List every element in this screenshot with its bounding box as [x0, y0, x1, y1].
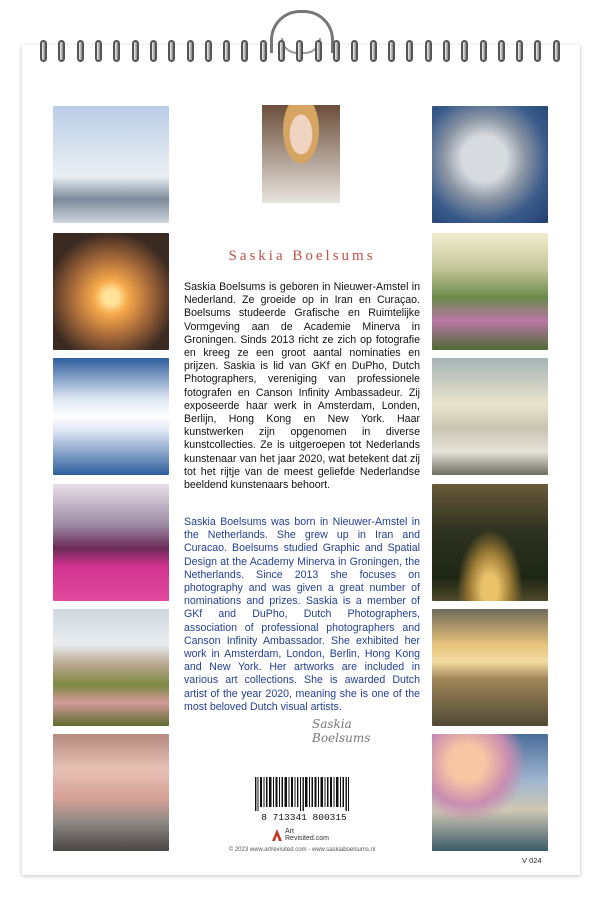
ring: [534, 40, 541, 62]
thumb-leaves-sunset: [432, 734, 548, 851]
ring: [443, 40, 450, 62]
ring: [150, 40, 157, 62]
thumb-cloud-reflection: [53, 358, 169, 475]
thumb-winter-trees: [53, 106, 169, 223]
publisher-logo: [272, 827, 336, 843]
thumb-pink-tree: [53, 734, 169, 851]
logo-line-1: Art: [285, 828, 294, 835]
footer-copyright: © 2023 www.artrevisited.com - www.saskiaboelsums.nl: [228, 847, 376, 853]
ring: [461, 40, 468, 62]
ring: [388, 40, 395, 62]
spiral-binding: [40, 40, 560, 60]
ring: [296, 40, 303, 62]
ring: [77, 40, 84, 62]
artist-signature: Saskia Boelsums: [312, 717, 371, 745]
ring: [95, 40, 102, 62]
thumb-hollyhocks: [53, 609, 169, 726]
thumb-golden-marsh: [432, 609, 548, 726]
thumb-wildflowers: [432, 233, 548, 350]
art-revisited-logo-icon: [272, 829, 282, 841]
ring: [113, 40, 120, 62]
bio-dutch: Saskia Boelsums is geboren in Nieuwer-Amstel in Nederland. Ze groeide op in Iran en Curaçao. Boelsums studeerde Grafische en Ruimtelijke Vormgeving aan de Academie Minerva in Groningen. Sinds 2013 richt ze zich op fotografie en kreeg ze een groot aantal nominaties en prijzen. Saskia is lid van GKf en DuPho, Dutch Photographers, vereniging van professionele fotografen en Canson Infinity Ambassadeur. Zij exposeerde haar werk in Amsterdam, Londen, Berlijn, Hong Kong en New York. Haar kunstwerken zijn opgenomen in diverse kunstcollecties. Ze is uitgeroepen tot Nederlands kunstenaar van het jaar 2020, wat betekent dat zij tot het rijtje van de meest geliefde Nederlandse beeldend kunstenaars behoort.: [184, 281, 420, 492]
ring: [278, 40, 285, 62]
ring: [370, 40, 377, 62]
ring: [187, 40, 194, 62]
ring: [260, 40, 267, 62]
ring: [58, 40, 65, 62]
ring: [480, 40, 487, 62]
ring: [241, 40, 248, 62]
ring: [40, 40, 47, 62]
thumb-tulip-field: [53, 484, 169, 601]
barcode-number: 8 713341 800315: [261, 812, 347, 823]
artist-name: Saskia Boelsums: [228, 248, 376, 264]
product-code: V 024: [522, 856, 542, 865]
thumb-dark-trees: [432, 484, 548, 601]
artist-portrait: [262, 105, 340, 203]
ring: [333, 40, 340, 62]
thumb-geese-sunset: [53, 233, 169, 350]
thumb-cotton-field: [432, 358, 548, 475]
ring: [516, 40, 523, 62]
ring: [406, 40, 413, 62]
ring: [168, 40, 175, 62]
barcode: [253, 777, 355, 815]
ring: [425, 40, 432, 62]
ring: [315, 40, 322, 62]
ring: [498, 40, 505, 62]
ring: [132, 40, 139, 62]
ring: [351, 40, 358, 62]
logo-line-2: Revisited.com: [285, 835, 329, 842]
thumb-cloud-sky: [432, 106, 548, 223]
ring: [553, 40, 560, 62]
ring: [205, 40, 212, 62]
bio-english: Saskia Boelsums was born in Nieuwer-Amstel in the Netherlands. She grew up in Iran and Curacao. Boelsums studied Graphic and Spatial Design at the Academy Minerva in Groningen, the Netherlands. Since 2013 she focuses on photography and was given a great number of nominations and prizes. Saskia is a member of GKf and DuPho, Dutch Photographers, association of professional photographers and Canson Infinity Ambassador. She exhibited her work in Amsterdam, London, Berlin, Hong Kong and New York. Her artworks are included in various art collections. She is awarded Dutch artist of the year 2020, meaning she is one of the most beloved Dutch visual artists.: [184, 516, 420, 713]
ring: [223, 40, 230, 62]
